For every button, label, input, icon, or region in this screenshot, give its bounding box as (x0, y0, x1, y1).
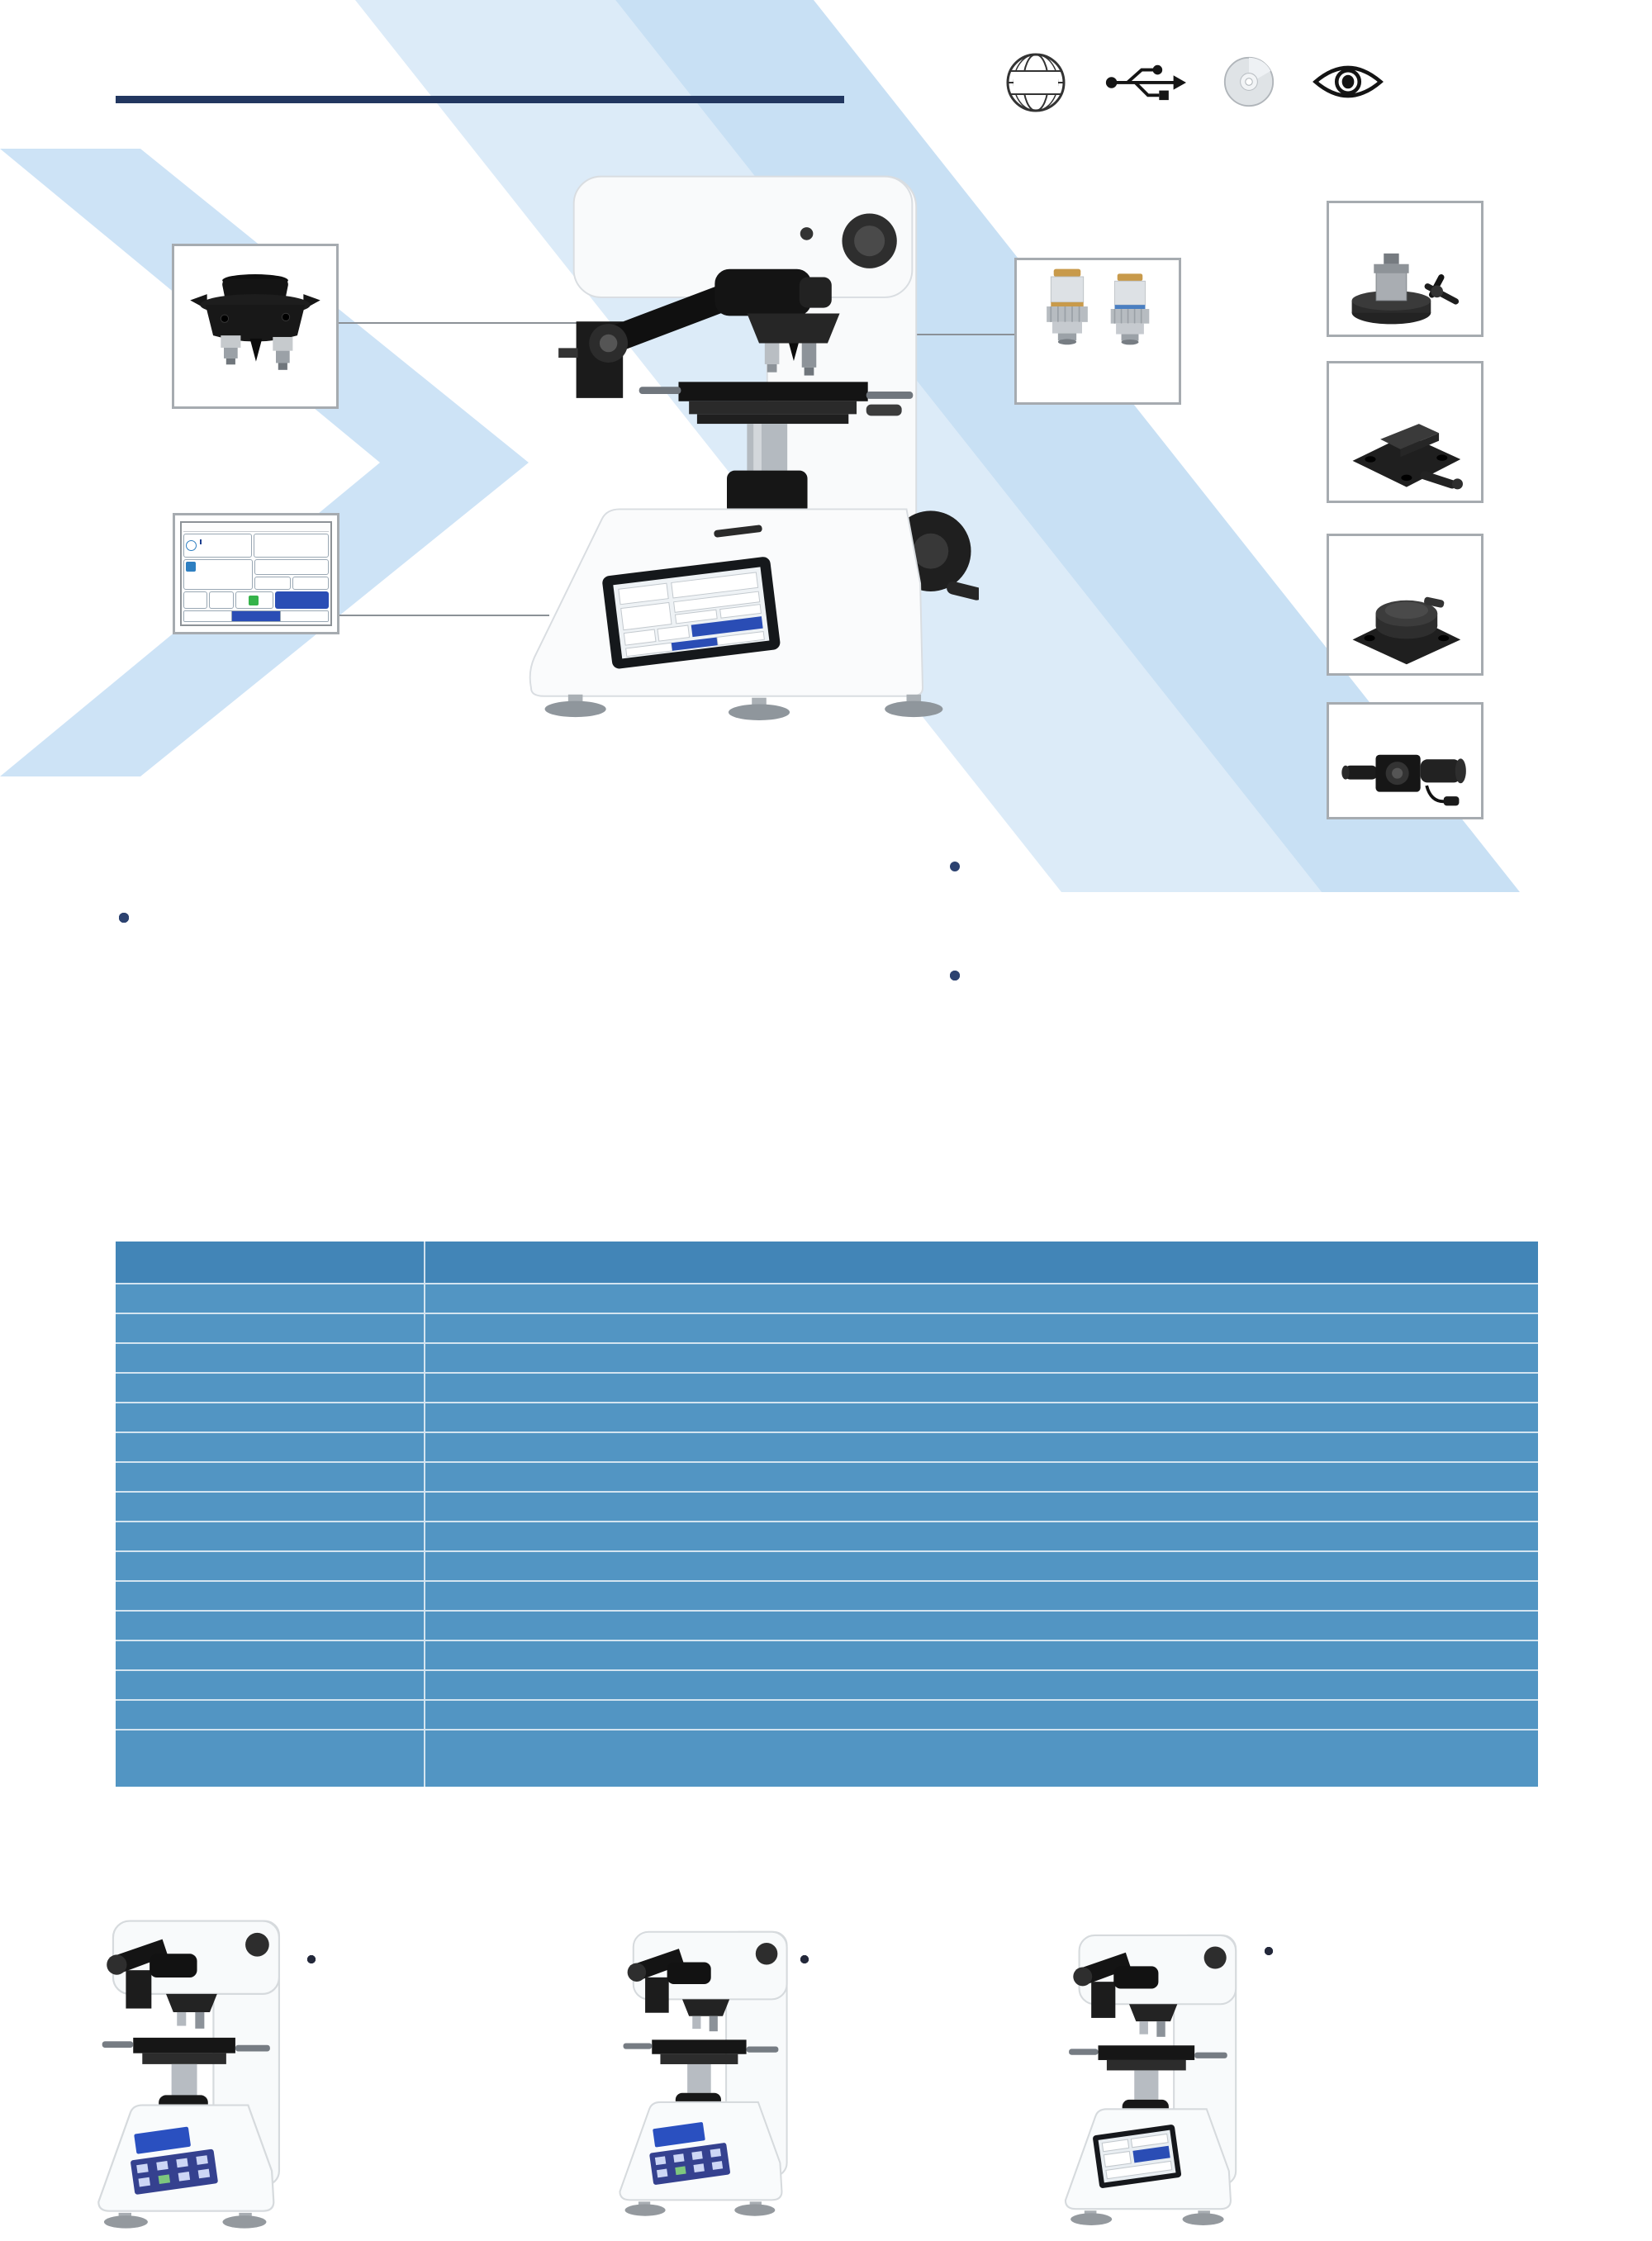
flat-clamp-table-image (1335, 413, 1475, 494)
turret-callout-box (172, 244, 339, 409)
hardness-reading (254, 534, 329, 558)
spec-row (116, 1431, 1538, 1461)
spec-row (116, 1283, 1538, 1313)
spec-row (116, 1521, 1538, 1550)
screen-statusbar (183, 525, 329, 532)
model-lhv-1000d (797, 1921, 1078, 1944)
accessory-small-cylinder-table (1327, 201, 1483, 337)
model-lhvs-1000-image (1042, 1916, 1257, 2226)
accessory-10x-eyepiece (1327, 702, 1483, 819)
model-lhv-1000d-image (601, 1908, 804, 2222)
specs-header-model (116, 1242, 425, 1283)
turret-image (183, 264, 328, 388)
oled-screen-preview (180, 521, 332, 626)
statistics-panel (183, 559, 253, 590)
btn-40x (281, 611, 328, 621)
start-test-button (275, 591, 329, 609)
certification-badges (968, 43, 1384, 122)
software-cd-icon (1222, 55, 1275, 111)
spec-row (116, 1610, 1538, 1640)
accessory-slice-clamp-table (1327, 534, 1483, 676)
limits-panel (235, 591, 274, 609)
oled-callout-box (173, 513, 339, 634)
lcd-eye-icon (1312, 61, 1384, 105)
dwell-time-panel (254, 577, 291, 591)
specs-header-row (116, 1242, 1538, 1283)
file-icon (186, 562, 196, 572)
slice-clamp-table-image (1335, 586, 1475, 667)
spec-row (116, 1550, 1538, 1580)
model-lhvs-1000 (1261, 1915, 1621, 1936)
small-cylinder-table-image (1335, 252, 1475, 328)
iso-icon (1004, 51, 1067, 114)
machine-illustration (475, 132, 979, 720)
spec-row (116, 1342, 1538, 1372)
model-lhv-1000-image (78, 1900, 297, 2230)
printer-icon (183, 591, 207, 609)
spec-row (116, 1313, 1538, 1342)
accessory-flat-clamp-table (1327, 361, 1483, 503)
measure-icon (186, 540, 197, 551)
conversion-panel (254, 559, 329, 575)
objective-40x-image (1106, 272, 1154, 346)
eyepiece-image (1335, 739, 1475, 810)
objectives-callout-box (1014, 258, 1181, 405)
spec-row (116, 1491, 1538, 1521)
spec-row (116, 1699, 1538, 1729)
btn-hv (232, 611, 280, 621)
spec-row (116, 1402, 1538, 1431)
spec-row (116, 1669, 1538, 1699)
d1-d2-panel (183, 534, 252, 558)
zoom-panel (292, 577, 329, 591)
spec-row (116, 1640, 1538, 1669)
title-underline (116, 96, 844, 103)
spec-row (116, 1729, 1538, 1787)
model-lhv-1000 (304, 1921, 589, 1944)
spec-row (116, 1461, 1538, 1491)
specs-table (116, 1242, 1538, 1787)
spec-row (116, 1372, 1538, 1402)
objective-switch-row (183, 610, 329, 622)
check-icon (249, 596, 259, 605)
spec-row (116, 1580, 1538, 1610)
objective-10x-image (1042, 267, 1093, 346)
usb-icon (1104, 59, 1186, 107)
trash-icon (209, 591, 233, 609)
btn-10x (184, 611, 232, 621)
specs-header-value (425, 1242, 1538, 1283)
